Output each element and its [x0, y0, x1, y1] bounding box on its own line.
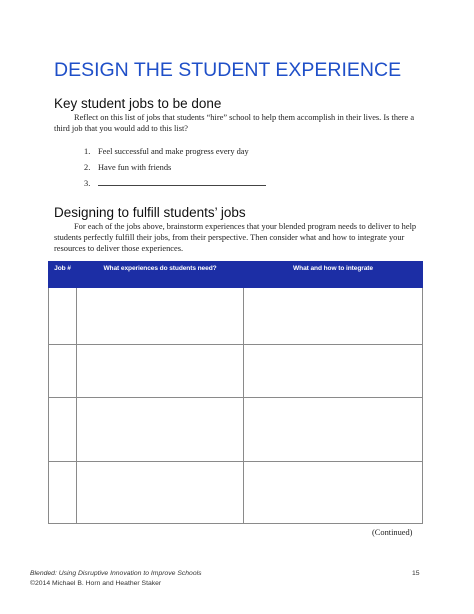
designing-paragraph [54, 221, 430, 254]
table-cell[interactable] [77, 288, 244, 345]
table-cell[interactable] [244, 462, 423, 524]
table-cell[interactable] [244, 288, 423, 345]
table-row [49, 398, 423, 462]
footer-book-title: Blended: Using Disruptive Innovation to Improve Schools [30, 570, 202, 577]
jobs-list [84, 147, 266, 194]
table-cell[interactable] [244, 398, 423, 462]
list-item [84, 163, 266, 179]
table-row [49, 288, 423, 345]
page-title: DESIGN THE STUDENT EXPERIENCE [54, 59, 402, 81]
list-item-number: 1. [84, 147, 91, 156]
page-number: 15 [412, 570, 420, 577]
experience-table [48, 261, 423, 524]
table-row [49, 462, 423, 524]
table-cell[interactable] [49, 398, 77, 462]
section-heading-designing: Designing to fulfill students’ jobs [54, 205, 246, 220]
section-heading-key-jobs: Key student jobs to be done [54, 96, 222, 111]
list-item-text: Have fun with friends [98, 162, 172, 172]
list-item [84, 178, 266, 194]
fill-in-blank-line[interactable] [98, 178, 266, 186]
continued-label: (Continued) [372, 528, 413, 537]
key-jobs-paragraph [54, 112, 430, 134]
list-item-number: 3. [84, 179, 91, 188]
table-cell[interactable] [77, 398, 244, 462]
table-cell[interactable] [49, 462, 77, 524]
footer-copyright: ©2014 Michael B. Horn and Heather Staker [30, 580, 162, 587]
key-jobs-paragraph-text: Reflect on this list of jobs that students “hire” school to help them accomplish in their lives. Is there a third job that you would add to this list? [54, 113, 415, 133]
table-cell[interactable] [49, 345, 77, 398]
column-header-job: Job # [49, 262, 77, 288]
designing-paragraph-text: For each of the jobs above, brainstorm experiences that your blended program needs to deliver to help students perfectly fulfill their jobs, from their perspective. Then consider what and how to integrate your resources to deliver those experiences. [54, 222, 417, 253]
table-cell[interactable] [244, 345, 423, 398]
list-item-number: 2. [84, 162, 91, 172]
table-row [49, 345, 423, 398]
table-cell[interactable] [77, 462, 244, 524]
list-item-text: Feel successful and make progress every day [98, 147, 249, 156]
column-header-integrate: What and how to integrate [244, 262, 423, 288]
list-item [84, 147, 266, 163]
column-header-experiences: What experiences do students need? [77, 262, 244, 288]
table-cell[interactable] [77, 345, 244, 398]
table-header-row [49, 262, 423, 288]
table-cell[interactable] [49, 288, 77, 345]
